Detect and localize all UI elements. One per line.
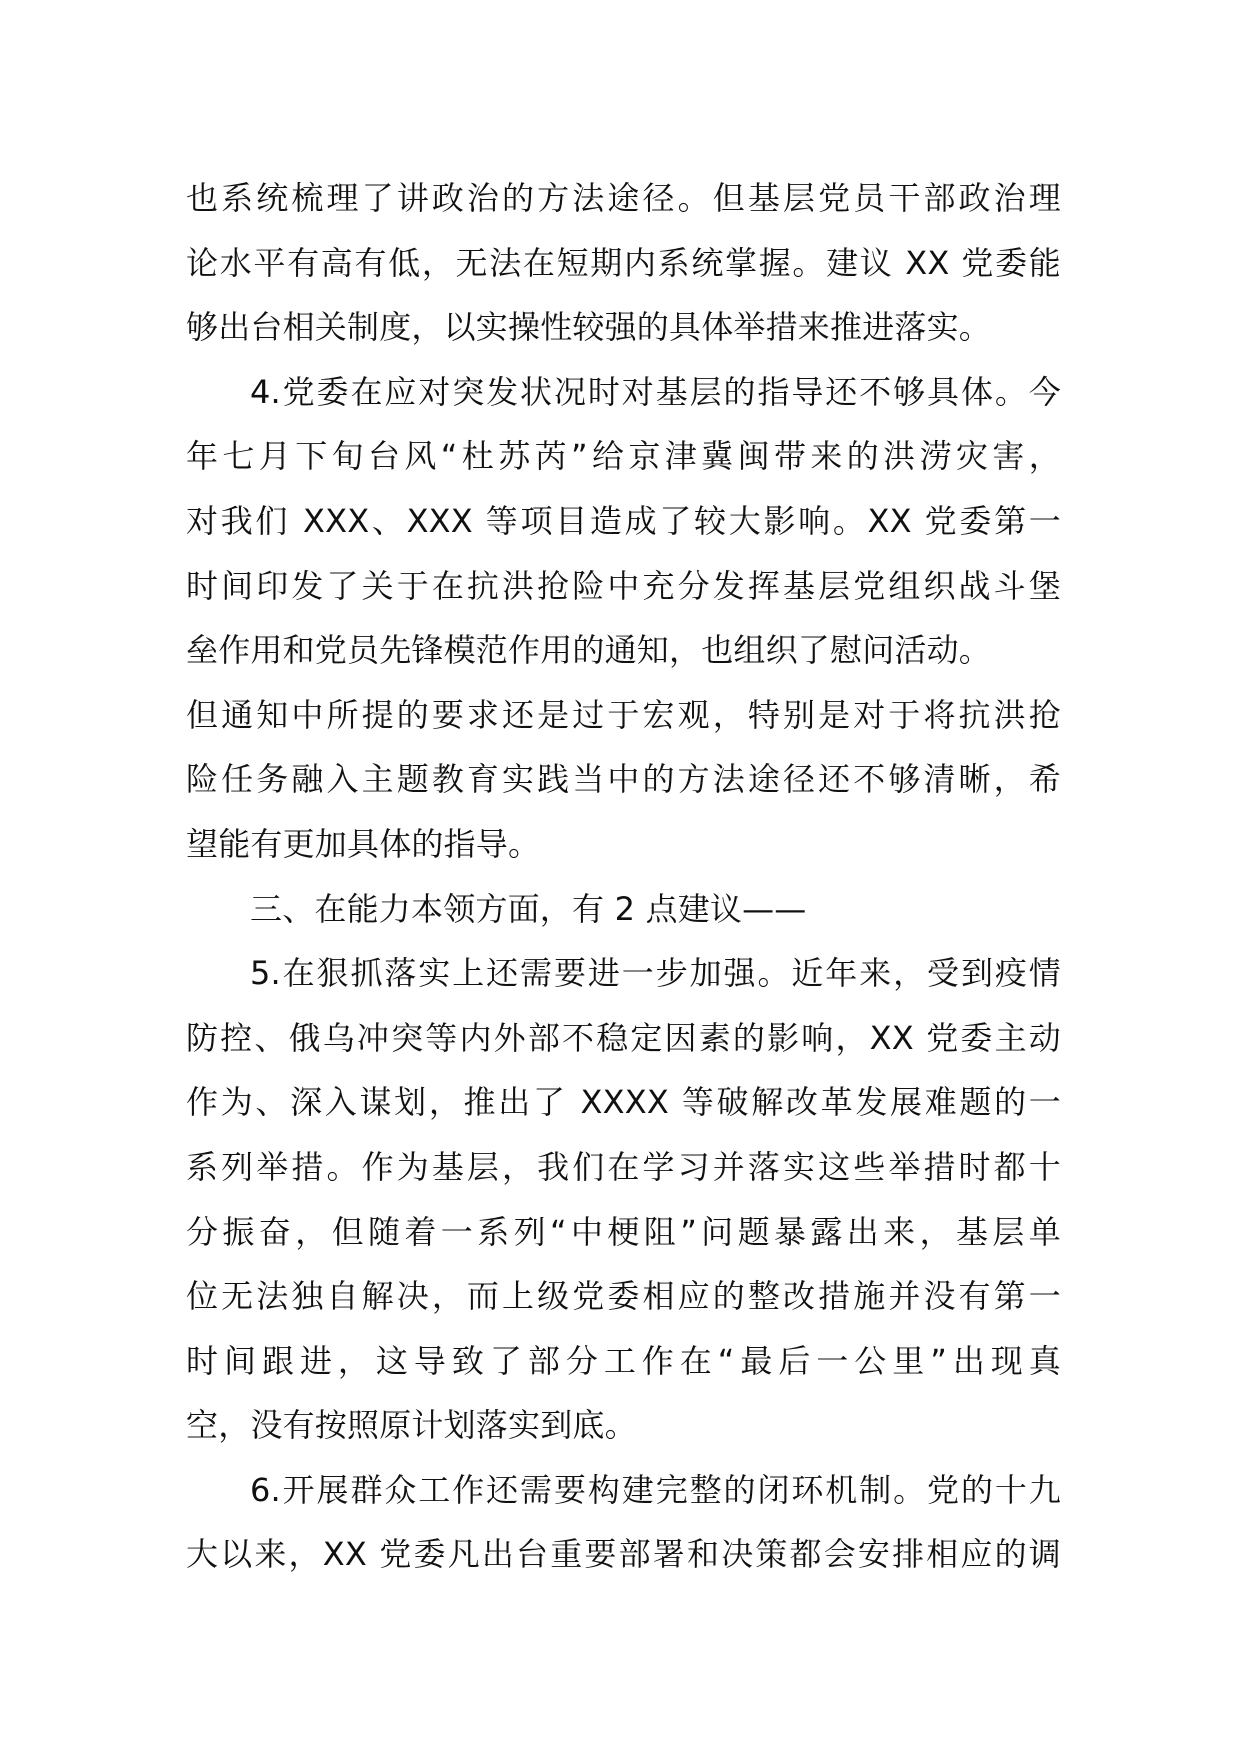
text-line: 4.党委在应对突发状况时对基层的指导还不够具体。今	[250, 372, 1061, 411]
text-line: 5.在狠抓落实上还需要进一步加强。近年来，受到疫情	[250, 954, 1061, 993]
text-line: 时间跟进，这导致了部分工作在“最后一公里”出现真	[186, 1341, 1061, 1380]
text-line: 也系统梳理了讲政治的方法途径。但基层党员干部政治理	[186, 179, 1061, 217]
text-line: 垒作用和党员先锋模范作用的通知，也组织了慰问活动。	[186, 631, 992, 670]
text-line: 分振奋，但随着一系列“中梗阻”问题暴露出来，基层单	[186, 1212, 1061, 1251]
text-line: 险任务融入主题教育实践当中的方法途径还不够清晰，希	[186, 760, 1061, 799]
text-line: 大以来，XX 党委凡出台重要部署和决策都会安排相应的调	[186, 1535, 1061, 1574]
text-line: 但通知中所提的要求还是过于宏观，特别是对于将抗洪抢	[186, 695, 1061, 734]
text-line: 空，没有按照原计划落实到底。	[186, 1406, 637, 1445]
text-line: 时间印发了关于在抗洪抢险中充分发挥基层党组织战斗堡	[186, 566, 1061, 605]
text-line: 作为、深入谋划，推出了 XXXX 等破解改革发展难题的一	[186, 1083, 1061, 1122]
document-body	[186, 166, 1061, 1587]
text-line: 6.开展群众工作还需要构建完整的闭环机制。党的十九	[250, 1470, 1061, 1509]
text-line: 够出台相关制度，以实操性较强的具体举措来推进落实。	[186, 308, 992, 347]
text-line: 年七月下旬台风“杜苏芮”给京津冀闽带来的洪涝灾害，	[186, 437, 1061, 476]
text-line: 位无法独自解决，而上级党委相应的整改措施并没有第一	[186, 1277, 1061, 1316]
text-line: 论水平有高有低，无法在短期内系统掌握。建议 XX 党委能	[186, 243, 1061, 282]
text-line: 三、在能力本领方面，有 2 点建议——	[250, 889, 807, 928]
text-line: 对我们 XXX、XXX 等项目造成了较大影响。XX 党委第一	[186, 501, 1061, 540]
text-line: 系列举措。作为基层，我们在学习并落实这些举措时都十	[186, 1147, 1061, 1186]
text-line: 防控、俄乌冲突等内外部不稳定因素的影响，XX 党委主动	[186, 1018, 1061, 1057]
text-line: 望能有更加具体的指导。	[186, 824, 541, 863]
